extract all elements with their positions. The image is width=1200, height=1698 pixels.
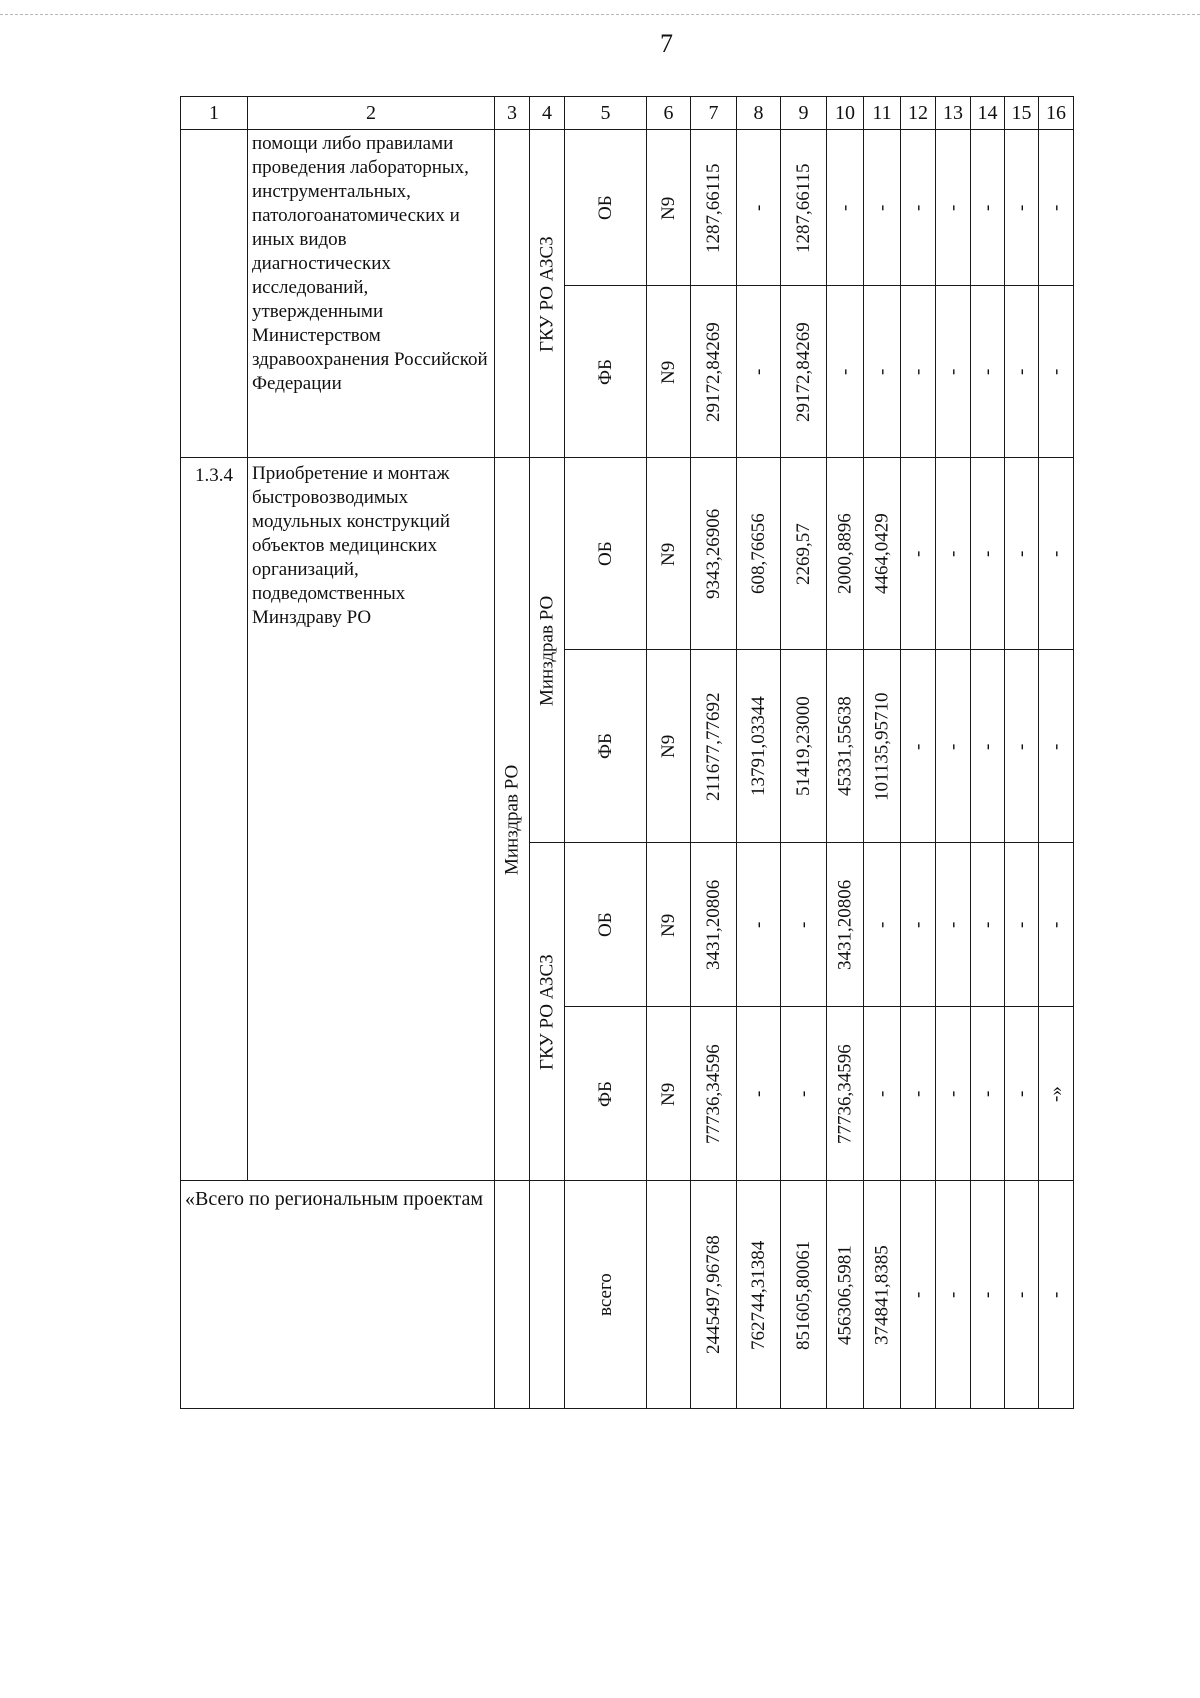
header-cell: 12: [901, 97, 936, 130]
funding-source: ОБ: [565, 458, 647, 650]
value-cell: -: [864, 843, 901, 1007]
empty-cell: [530, 1181, 565, 1409]
header-cell: 3: [495, 97, 530, 130]
value-cell: -: [936, 1007, 971, 1181]
budget-table: [180, 96, 1074, 1409]
value-cell: 13791,03344: [737, 650, 781, 843]
row-description: Приобретение и монтаж быстровозводимых модульных конструкций объектов медицинских организаций, подведомственных Минздраву РО: [248, 458, 495, 1181]
value-cell: 9343,26906: [691, 458, 737, 650]
total-value-cell: -: [971, 1181, 1005, 1409]
header-cell: 5: [565, 97, 647, 130]
value-cell: -: [971, 650, 1005, 843]
total-value-cell: -: [1039, 1181, 1074, 1409]
value-cell: -: [827, 130, 864, 286]
header-cell: 7: [691, 97, 737, 130]
funding-source: ФБ: [565, 286, 647, 458]
header-cell: 2: [248, 97, 495, 130]
header-row: [181, 97, 1074, 130]
header-cell: 8: [737, 97, 781, 130]
value-cell: -: [901, 458, 936, 650]
value-cell: -: [864, 286, 901, 458]
value-cell: -: [1005, 286, 1039, 458]
empty-cell: [647, 1181, 691, 1409]
value-cell: -: [901, 843, 936, 1007]
value-cell: 3431,20806: [827, 843, 864, 1007]
value-cell: -»: [1039, 1007, 1074, 1181]
header-cell: 14: [971, 97, 1005, 130]
value-cell: -: [936, 130, 971, 286]
value-cell: -: [1005, 650, 1039, 843]
value-cell: -: [971, 843, 1005, 1007]
value-cell: 101135,95710: [864, 650, 901, 843]
total-row: [181, 1181, 1074, 1409]
value-cell: 2269,57: [781, 458, 827, 650]
total-value-cell: 374841,8385: [864, 1181, 901, 1409]
responsible-executor: [495, 130, 530, 458]
value-cell: -: [1039, 130, 1074, 286]
value-cell: -: [864, 130, 901, 286]
budget-code: N9: [647, 458, 691, 650]
value-cell: -: [737, 286, 781, 458]
budget-code: N9: [647, 286, 691, 458]
value-cell: -: [1039, 286, 1074, 458]
value-cell: -: [901, 650, 936, 843]
header-cell: 4: [530, 97, 565, 130]
value-cell: -: [936, 843, 971, 1007]
value-cell: -: [971, 286, 1005, 458]
participant: ГКУ РО АЗСЗ: [530, 130, 565, 458]
row-description: помощи либо правилами проведения лабораторных, инструментальных, патологоанатомических и иных видов диагностических исследований, утвержденными Министерством здравоохранения Российской Федерации: [248, 130, 495, 458]
budget-table-wrapper: [180, 96, 1074, 1409]
value-cell: 77736,34596: [691, 1007, 737, 1181]
row-code: [181, 130, 248, 458]
value-cell: 29172,84269: [691, 286, 737, 458]
total-value-cell: -: [936, 1181, 971, 1409]
row-code: 1.3.4: [181, 458, 248, 1181]
value-cell: -: [781, 843, 827, 1007]
budget-code: N9: [647, 843, 691, 1007]
scan-edge-noise: [0, 14, 1200, 19]
total-value-cell: 851605,80061: [781, 1181, 827, 1409]
value-cell: -: [901, 130, 936, 286]
value-cell: -: [1005, 458, 1039, 650]
funding-source: ФБ: [565, 1007, 647, 1181]
value-cell: -: [781, 1007, 827, 1181]
value-cell: -: [901, 286, 936, 458]
value-cell: 77736,34596: [827, 1007, 864, 1181]
value-cell: -: [1039, 458, 1074, 650]
total-value-cell: -: [1005, 1181, 1039, 1409]
total-value-cell: 762744,31384: [737, 1181, 781, 1409]
value-cell: -: [737, 130, 781, 286]
total-value-cell: 2445497,96768: [691, 1181, 737, 1409]
value-cell: 29172,84269: [781, 286, 827, 458]
total-value-cell: 456306,5981: [827, 1181, 864, 1409]
funding-source: ОБ: [565, 843, 647, 1007]
budget-code: N9: [647, 1007, 691, 1181]
value-cell: -: [971, 458, 1005, 650]
funding-source: всего: [565, 1181, 647, 1409]
value-cell: -: [737, 843, 781, 1007]
value-cell: 211677,77692: [691, 650, 737, 843]
value-cell: -: [936, 286, 971, 458]
value-cell: -: [864, 1007, 901, 1181]
value-cell: 45331,55638: [827, 650, 864, 843]
participant: Минздрав РО: [530, 458, 565, 843]
value-cell: 608,76656: [737, 458, 781, 650]
header-cell: 10: [827, 97, 864, 130]
value-cell: -: [1005, 843, 1039, 1007]
funding-source: ФБ: [565, 650, 647, 843]
value-cell: -: [737, 1007, 781, 1181]
funding-source: ОБ: [565, 130, 647, 286]
value-cell: -: [971, 1007, 1005, 1181]
header-cell: 9: [781, 97, 827, 130]
header-cell: 6: [647, 97, 691, 130]
header-cell: 1: [181, 97, 248, 130]
value-cell: 1287,66115: [781, 130, 827, 286]
table-row: [181, 458, 1074, 650]
total-label: «Всего по региональным проектам: [181, 1181, 495, 1409]
budget-code: N9: [647, 650, 691, 843]
page-number: 7: [660, 29, 673, 58]
value-cell: -: [1005, 130, 1039, 286]
table-row: [181, 130, 1074, 286]
header-cell: 16: [1039, 97, 1074, 130]
value-cell: -: [936, 458, 971, 650]
value-cell: 51419,23000: [781, 650, 827, 843]
value-cell: -: [1039, 650, 1074, 843]
value-cell: -: [1005, 1007, 1039, 1181]
total-value-cell: -: [901, 1181, 936, 1409]
header-cell: 11: [864, 97, 901, 130]
value-cell: -: [827, 286, 864, 458]
value-cell: 2000,8896: [827, 458, 864, 650]
value-cell: -: [1039, 843, 1074, 1007]
value-cell: -: [971, 130, 1005, 286]
value-cell: 1287,66115: [691, 130, 737, 286]
value-cell: 3431,20806: [691, 843, 737, 1007]
responsible-executor: Минздрав РО: [495, 458, 530, 1181]
value-cell: 4464,0429: [864, 458, 901, 650]
value-cell: -: [901, 1007, 936, 1181]
budget-code: N9: [647, 130, 691, 286]
empty-cell: [495, 1181, 530, 1409]
value-cell: -: [936, 650, 971, 843]
participant: ГКУ РО АЗСЗ: [530, 843, 565, 1181]
header-cell: 15: [1005, 97, 1039, 130]
header-cell: 13: [936, 97, 971, 130]
